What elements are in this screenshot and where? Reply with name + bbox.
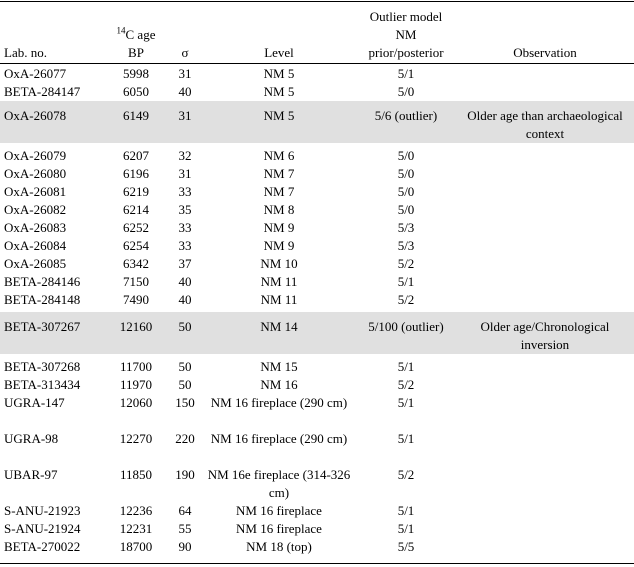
table-header-rule [0, 63, 634, 64]
table-row [0, 273, 634, 291]
cell-sigma: 37 [178, 256, 192, 271]
cell-age: 12231 [119, 521, 153, 536]
header-outlier-line3: prior/posterior [368, 45, 444, 60]
cell-sigma: 40 [178, 84, 192, 99]
cell-sigma: 33 [178, 220, 192, 235]
cell-level: NM 7 [263, 184, 295, 199]
cell-outlier: 5/1 [397, 274, 415, 289]
table-row [0, 520, 634, 538]
cell-level: NM 16 fireplace [236, 521, 322, 536]
table-row [0, 394, 634, 430]
cell-sigma: 50 [178, 377, 192, 392]
table-row [0, 201, 634, 219]
cell-lab-no: BETA-270022 [4, 539, 81, 554]
cell-outlier: 5/1 [397, 359, 415, 374]
cell-age: 6214 [123, 202, 149, 217]
cell-level: NM 7 [263, 166, 295, 181]
cell-outlier: 5/1 [397, 66, 415, 81]
cell-sigma: 50 [178, 359, 192, 374]
cell-age: 12270 [119, 431, 153, 446]
header-outlier-line2: NM [395, 27, 417, 42]
cell-lab-no: OxA-26081 [4, 184, 67, 199]
cell-observation: Older age than archaeological context [467, 108, 623, 141]
header-lab-no: Lab. no. [4, 45, 47, 60]
cell-level: NM 18 (top) [246, 539, 312, 554]
cell-level: NM 16e fireplace (314-326 cm) [207, 467, 351, 500]
cell-age: 12060 [119, 395, 153, 410]
cell-level: NM 16 fireplace (290 cm) [210, 431, 348, 446]
cell-outlier: 5/0 [397, 184, 415, 199]
cell-lab-no: BETA-284147 [4, 84, 81, 99]
cell-sigma: 40 [178, 274, 192, 289]
cell-level: NM 5 [263, 84, 295, 99]
table-row [0, 147, 634, 165]
cell-sigma: 64 [178, 503, 192, 518]
cell-outlier: 5/0 [397, 166, 415, 181]
cell-lab-no: OxA-26077 [4, 66, 67, 81]
cell-sigma: 31 [178, 108, 192, 123]
table-row [0, 291, 634, 309]
cell-sigma: 190 [175, 467, 195, 482]
cell-outlier: 5/1 [397, 521, 415, 536]
cell-lab-no: UGRA-147 [4, 395, 65, 410]
cell-sigma: 50 [178, 319, 192, 334]
cell-outlier: 5/1 [397, 503, 415, 518]
table-row [0, 65, 634, 83]
cell-age: 7490 [123, 292, 149, 307]
cell-sigma: 55 [178, 521, 192, 536]
cell-age: 6219 [123, 184, 149, 199]
cell-outlier: 5/1 [397, 431, 415, 446]
cell-level: NM 15 [260, 359, 298, 374]
table-top-rule [0, 1, 634, 2]
cell-lab-no: BETA-313434 [4, 377, 81, 392]
cell-sigma: 33 [178, 238, 192, 253]
header-observation: Observation [513, 45, 577, 60]
cell-level: NM 10 [260, 256, 298, 271]
table-row [0, 430, 634, 466]
cell-sigma: 150 [175, 395, 195, 410]
cell-sigma: 33 [178, 184, 192, 199]
cell-age: 11850 [119, 467, 153, 482]
cell-lab-no: S-ANU-21924 [4, 521, 81, 536]
cell-lab-no: OxA-26083 [4, 220, 67, 235]
cell-level: NM 9 [263, 238, 295, 253]
cell-lab-no: OxA-26080 [4, 166, 67, 181]
cell-outlier: 5/5 [397, 539, 415, 554]
table-row [0, 83, 634, 101]
cell-sigma: 90 [178, 539, 192, 554]
cell-age: 11700 [119, 359, 153, 374]
cell-outlier: 5/3 [397, 238, 415, 253]
cell-outlier: 5/100 (outlier) [368, 319, 444, 334]
cell-lab-no: BETA-284148 [4, 292, 81, 307]
cell-sigma: 35 [178, 202, 192, 217]
table-row [0, 255, 634, 273]
cell-lab-no: OxA-26082 [4, 202, 67, 217]
cell-outlier: 5/0 [397, 202, 415, 217]
cell-age: 12160 [119, 319, 153, 334]
table-row [0, 538, 634, 556]
cell-sigma: 32 [178, 148, 192, 163]
cell-outlier: 5/0 [397, 84, 415, 99]
cell-lab-no: OxA-26078 [4, 108, 67, 123]
table-row [0, 312, 634, 354]
table-bottom-rule [0, 563, 634, 564]
cell-observation: Older age/Chronological inversion [480, 319, 610, 352]
table-row [0, 237, 634, 255]
table-row [0, 358, 634, 376]
cell-age: 11970 [119, 377, 153, 392]
cell-age: 6207 [123, 148, 149, 163]
table-row [0, 165, 634, 183]
header-age-label: C age [125, 27, 156, 42]
cell-lab-no: S-ANU-21923 [4, 503, 81, 518]
cell-age: 6254 [123, 238, 149, 253]
cell-sigma: 40 [178, 292, 192, 307]
cell-age: 7150 [123, 274, 149, 289]
header-age-superscript: 14 [116, 25, 126, 36]
cell-outlier: 5/2 [397, 377, 415, 392]
cell-lab-no: UGRA-98 [4, 431, 59, 446]
cell-sigma: 220 [175, 431, 195, 446]
cell-lab-no: BETA-284146 [4, 274, 81, 289]
cell-level: NM 16 [260, 377, 298, 392]
cell-outlier: 5/1 [397, 395, 415, 410]
cell-age: 6149 [123, 108, 149, 123]
header-level: Level [264, 45, 294, 60]
cell-age: 6050 [123, 84, 149, 99]
cell-age: 12236 [119, 503, 153, 518]
cell-level: NM 14 [260, 319, 298, 334]
header-sigma: σ [181, 45, 189, 60]
cell-lab-no: OxA-26085 [4, 256, 67, 271]
cell-lab-no: UBAR-97 [4, 467, 58, 482]
cell-sigma: 31 [178, 166, 192, 181]
cell-lab-no: BETA-307267 [4, 319, 81, 334]
cell-lab-no: OxA-26084 [4, 238, 67, 253]
cell-outlier: 5/2 [397, 292, 415, 307]
cell-level: NM 11 [260, 274, 298, 289]
cell-age: 6342 [123, 256, 149, 271]
table-row [0, 466, 634, 502]
cell-level: NM 16 fireplace (290 cm) [210, 395, 348, 410]
cell-age: 5998 [123, 66, 149, 81]
cell-outlier: 5/2 [397, 467, 415, 482]
cell-age: 18700 [119, 539, 153, 554]
cell-level: NM 11 [260, 292, 298, 307]
table-row [0, 219, 634, 237]
cell-lab-no: OxA-26079 [4, 148, 67, 163]
cell-level: NM 5 [263, 66, 295, 81]
cell-lab-no: BETA-307268 [4, 359, 81, 374]
cell-level: NM 6 [263, 148, 295, 163]
header-outlier-line1: Outlier model [369, 9, 443, 24]
cell-sigma: 31 [178, 66, 192, 81]
cell-outlier: 5/3 [397, 220, 415, 235]
cell-level: NM 5 [263, 108, 295, 123]
header-age [112, 26, 160, 44]
cell-outlier: 5/0 [397, 148, 415, 163]
cell-age: 6196 [123, 166, 149, 181]
header-age-unit: BP [128, 45, 144, 60]
table-row [0, 101, 634, 143]
table-row [0, 502, 634, 520]
cell-outlier: 5/2 [397, 256, 415, 271]
cell-outlier: 5/6 (outlier) [374, 108, 438, 123]
cell-level: NM 8 [263, 202, 295, 217]
table-row [0, 376, 634, 394]
cell-age: 6252 [123, 220, 149, 235]
cell-level: NM 9 [263, 220, 295, 235]
cell-level: NM 16 fireplace [236, 503, 322, 518]
table-row [0, 183, 634, 201]
